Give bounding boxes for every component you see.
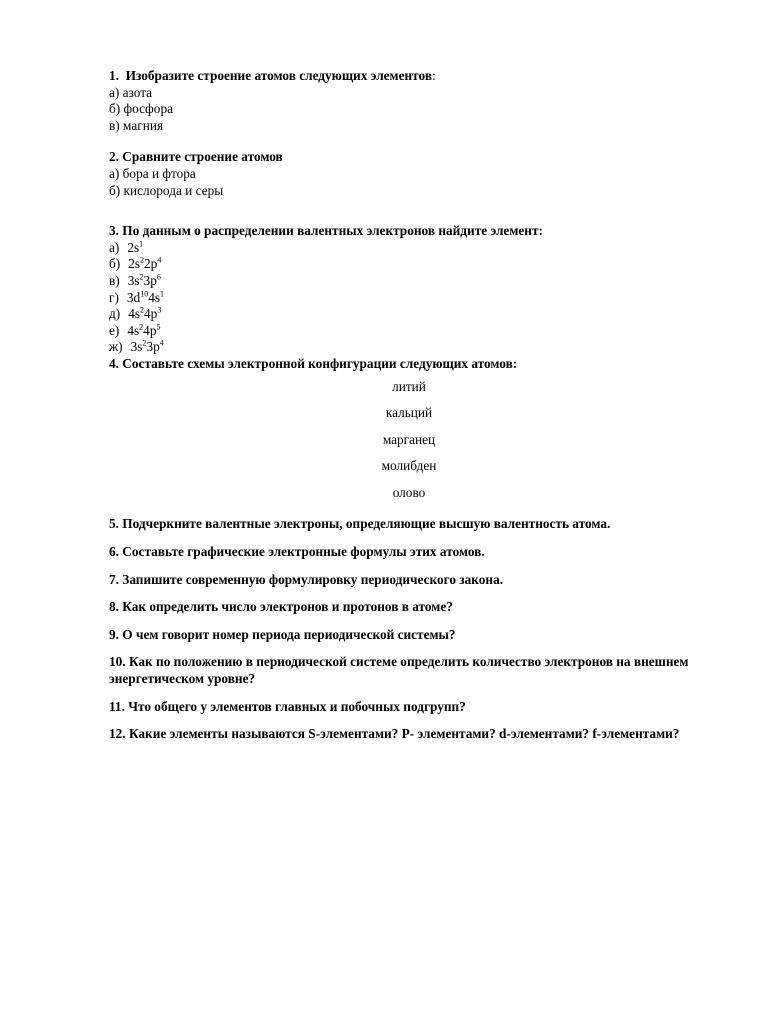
question-3-option (109, 339, 709, 356)
question-1-colon: : (432, 68, 436, 83)
option-label: е) (109, 322, 120, 338)
orbital: 2s (128, 256, 141, 272)
electron-configuration (127, 240, 143, 257)
atom-name: молибден (381, 458, 437, 474)
question-12: 12. Какие элементы называются S-элементами? P- элементами? d-элементами? f-элементами? (109, 726, 680, 742)
atom-name: литий (392, 378, 426, 394)
question-3-option (109, 256, 709, 273)
question-2-option: а) бора и фтора (109, 165, 196, 181)
question-1-title: Изобразите строение атомов следующих элементов (125, 68, 433, 83)
orbital: 2p (144, 256, 158, 272)
electron-count: 3 (157, 305, 162, 315)
option-label: г) (109, 289, 119, 305)
orbital: 4s (127, 322, 140, 338)
question-1-number: 1. (109, 68, 119, 83)
question-4: 4. Составьте схемы электронной конфигурации следующих атомов: (109, 355, 518, 371)
orbital: 3d (126, 289, 141, 305)
option-label: а) (109, 239, 120, 255)
electron-count: 1 (160, 289, 165, 299)
orbital: 2s (127, 239, 140, 255)
electron-count: 2 (139, 322, 144, 332)
atom-name: марганец (382, 431, 436, 447)
question-1 (109, 68, 709, 85)
orbital: 4p (143, 322, 157, 338)
electron-configuration (128, 256, 161, 273)
orbital: 3s (127, 272, 140, 288)
question-1-option: б) фосфора (109, 101, 173, 117)
electron-count: 6 (156, 272, 161, 282)
question-3-option (109, 306, 709, 323)
orbital: 4p (144, 306, 158, 322)
question-9: 9. О чем говорит номер периода периодической системы? (109, 626, 456, 642)
question-11: 11. Что общего у элементов главных и побочных подгрупп? (109, 698, 466, 714)
electron-configuration (128, 273, 161, 290)
question-3-option (109, 323, 709, 340)
option-label: ж) (109, 339, 123, 355)
question-3-option (109, 290, 709, 307)
option-label: в) (109, 272, 120, 288)
question-7: 7. Запишите современную формулировку периодического закона. (109, 571, 504, 587)
question-10: 10. Как по положению в периодической системе определить количество электронов на внешнем энергетическом уровне? (109, 654, 689, 687)
electron-count: 4 (159, 338, 164, 348)
question-3: 3. По данным о распределении валентных электронов найдите элемент: (109, 223, 543, 239)
orbital: 3s (130, 339, 143, 355)
option-label: б) (109, 256, 121, 272)
orbital: 4s (128, 306, 141, 322)
worksheet (109, 68, 709, 743)
orbital: 3p (143, 272, 157, 288)
orbital: 3p (146, 339, 160, 355)
question-3-options (109, 240, 709, 356)
atom-name: кальций (385, 405, 433, 421)
question-3-option (109, 273, 709, 290)
question-8: 8. Как определить число электронов и протонов в атоме? (109, 599, 453, 615)
question-5: 5. Подчеркните валентные электроны, определяющие высшую валентность атома. (109, 516, 611, 532)
electron-count: 5 (156, 322, 161, 332)
option-label: д) (109, 306, 121, 322)
electron-count: 2 (140, 255, 145, 265)
question-2-option: б) кислорода и серы (109, 182, 224, 198)
electron-count: 2 (142, 338, 147, 348)
question-2: 2. Сравните строение атомов (109, 149, 283, 165)
atom-name: олово (392, 484, 426, 500)
electron-count: 10 (140, 289, 149, 299)
electron-configuration (131, 339, 164, 356)
electron-count: 4 (157, 255, 162, 265)
electron-configuration (127, 290, 164, 307)
question-1-option: в) магния (109, 117, 164, 133)
electron-count: 2 (139, 272, 144, 282)
question-1-option: а) азота (109, 84, 153, 100)
question-3-option (109, 240, 709, 257)
electron-configuration (127, 323, 160, 340)
electron-count: 2 (140, 305, 145, 315)
orbital: 4s (148, 289, 161, 305)
electron-configuration (128, 306, 161, 323)
question-6: 6. Составьте графические электронные формулы этих атомов. (109, 544, 485, 560)
electron-count: 1 (139, 239, 144, 249)
